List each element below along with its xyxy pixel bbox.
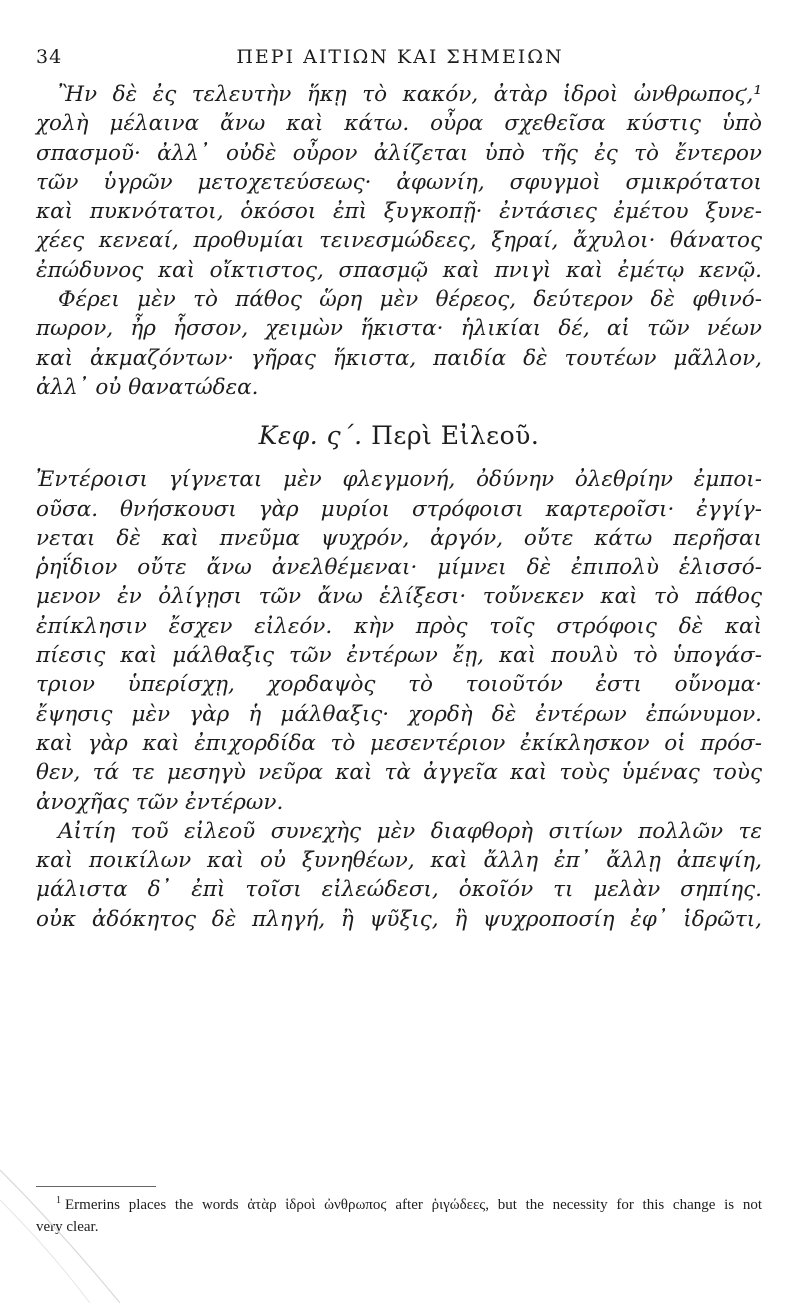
text-line: πωρον, ἦρ ἧσσον, χειμὼν ἥκιστα· ἡλικίαι δέ, αἱ τῶν νέων	[36, 316, 762, 342]
text-line: μενον ἐν ὀλίγῃσι τῶν ἄνω ἑλίξεσι· τοὔνεκεν καὶ τὸ πάθος	[36, 584, 762, 610]
main-text	[36, 80, 762, 934]
text-line: ἀλλ᾽ οὐ θανατώδεα.	[36, 374, 259, 400]
text-line: Φέρει μὲν τὸ πάθος ὥρη μὲν θέρεος, δεύτερον δὲ φθινό-	[58, 287, 762, 313]
text-line: Αἰτίη τοῦ εἰλεοῦ συνεχὴς μὲν διαφθορὴ σιτίων πολλῶν τε	[58, 818, 762, 844]
chapter-heading	[36, 419, 762, 453]
text-line: καὶ γὰρ καὶ ἐπιχορδίδα τὸ μεσεντέριον ἐκίκλησκον οἱ πρόσ-	[36, 730, 762, 756]
paragraph	[36, 80, 762, 402]
page-number: 34	[36, 46, 63, 68]
text-line: ῥηΐδιον οὔτε ἄνω ἀνελθέμεναι· μίμνει δὲ ἐπιπολὺ ἑλισσό-	[36, 555, 762, 581]
text-line: τῶν ὑγρῶν μετοχετεύσεως· ἀφωνίη, σφυγμοὶ σμικρότατοι	[36, 169, 762, 195]
text-line: καὶ ἀκμαζόντων· γῆρας ἥκιστα, παιδία δὲ τουτέων μᾶλλον,	[36, 345, 762, 371]
chapter-label: Κεφ. ς´.	[258, 421, 363, 451]
text-line: καὶ ποικίλων καὶ οὐ ξυνηθέων, καὶ ἄλλη ἐπ᾽ ἄλλῃ ἀπεψίη,	[36, 848, 762, 874]
text-line: Ἐντέροισι γίγνεται μὲν φλεγμονή, ὀδύνην ὀλεθρίην ἐμποι-	[36, 467, 762, 493]
paragraph	[36, 817, 762, 934]
footnote-marker: 1	[56, 1195, 61, 1206]
text-line: ἐπίκλησιν ἔσχεν εἰλεόν. κὴν πρὸς τοῖς στρόφοις δὲ καὶ	[36, 613, 762, 639]
text-line: οὐκ ἀδόκητος δὲ πληγή, ἢ ψῦξις, ἢ ψυχροποσίη ἐφ᾽ ἱδρῶτι,	[36, 906, 762, 932]
paragraph	[36, 465, 762, 817]
text-line: σπασμοῦ· ἀλλ᾽ οὐδὲ οὖρον ἀλίζεται ὑπὸ τῆς ἐς τὸ ἔντερον	[36, 140, 762, 166]
text-line: ἀνοχῆας τῶν ἐντέρων.	[36, 789, 284, 815]
text-line: Ἢν δὲ ἐς τελευτὴν ἥκῃ τὸ κακόν, ἀτὰρ ἱδροὶ ὠνθρωποϛ,¹	[58, 82, 762, 107]
footnote-text: Ermerins places the words ἀτὰρ ἱδροὶ ὠνθρωποϛ after ῥιγώδεες, but the necessity for this change is not	[65, 1197, 762, 1213]
page-curl-shadow	[0, 1160, 180, 1303]
text-line: μάλιστα δ᾽ ἐπὶ τοῖσι εἰλεώδεσι, ὁκοῖόν τι μελὰν σηπίης.	[36, 877, 762, 903]
text-line: χολὴ μέλαινα ἄνω καὶ κάτω. οὖρα σχεθεῖσα κύστις ὑπὸ	[36, 111, 762, 137]
text-line: χέες κενεαί, προθυμίαι τεινεσμώδεες, ξηραί, ἄχυλοι· θάνατος	[36, 228, 762, 254]
text-line: νεται δὲ καὶ πνεῦμα ψυχρόν, ἀργόν, οὔτε κάτω περῆσαι	[36, 525, 762, 551]
running-head	[0, 46, 800, 76]
text-line: ἔψησις μὲν γὰρ ἡ μάλθαξις· χορδὴ δὲ ἐντέρων ἐπώνυμον.	[36, 701, 762, 727]
text-line: ἐπώδυνος καὶ οἴκτιστος, σπασμῷ καὶ πνιγὶ καὶ ἐμέτῳ κενῷ.	[36, 257, 762, 283]
text-line: τριον ὑπερίσχῃ, χορδαψὸς τὸ τοιοῦτόν ἐστι οὔνομα·	[36, 672, 762, 698]
footnote-line: very clear.	[36, 1219, 99, 1235]
text-line: θεν, τά τε μεσηγὺ νεῦρα καὶ τὰ ἀγγεῖα καὶ τοὺς ὑμένας τοὺς	[36, 760, 762, 786]
running-title: ΠΕΡΙ ΑΙΤΙΩΝ ΚΑΙ ΣΗΜΕΙΩΝ	[236, 46, 564, 68]
text-line: καὶ πυκνότατοι, ὁκόσοι ἐπὶ ξυγκοπῇ· ἐντάσιες ἐμέτου ξυνε-	[36, 199, 762, 225]
text-line: πίεσις καὶ μάλθαξις τῶν ἐντέρων ἔῃ, καὶ πουλὺ τὸ ὑπογάσ-	[36, 643, 762, 669]
text-line: οῦσα. θνήσκουσι γὰρ μυρίοι στρόφοισι καρτεροῖσι· ἐγγίγ-	[36, 496, 762, 522]
chapter-title: Περὶ Εἰλεοῦ.	[371, 421, 540, 451]
